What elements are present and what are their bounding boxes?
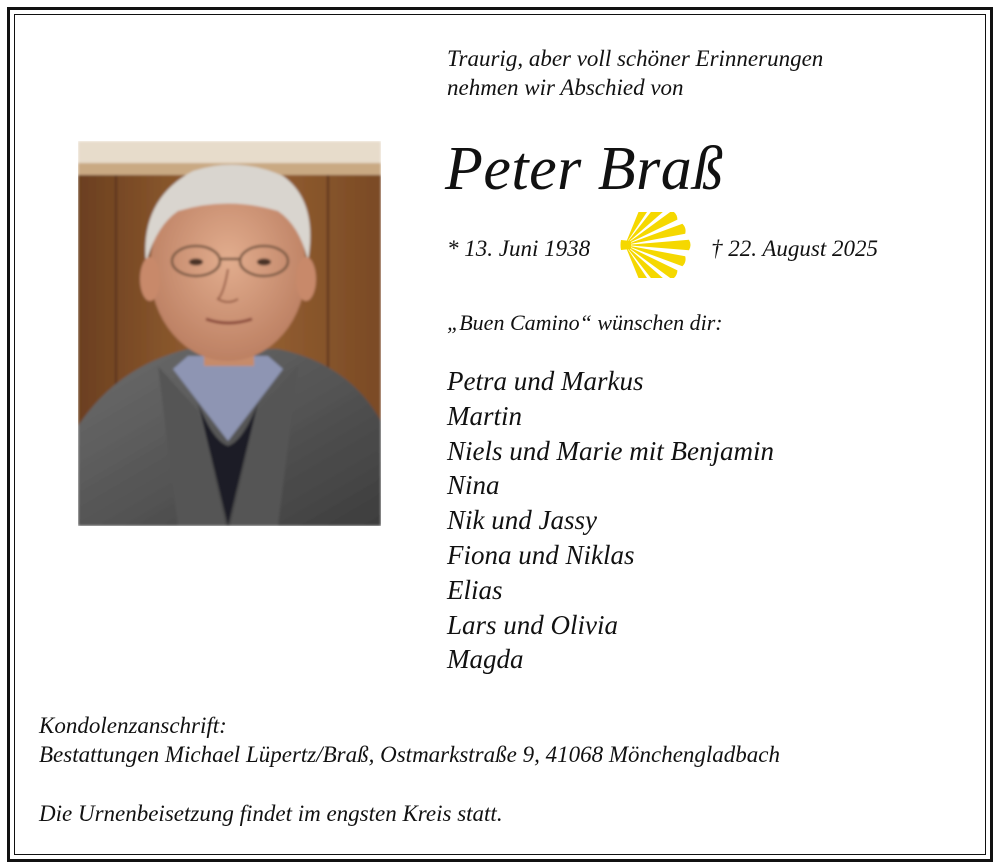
wish-text: „Buen Camino“ wünschen dir:: [447, 310, 723, 335]
mourner-name: Petra und Markus: [447, 366, 644, 396]
intro-text: [447, 44, 823, 102]
condolence-section: [39, 711, 780, 769]
mourner-name: Fiona und Niklas: [447, 539, 635, 570]
deceased-name: Peter Braß: [445, 135, 724, 203]
intro-line-2: nehmen wir Abschied von: [447, 75, 684, 100]
mourner-name: Magda: [447, 644, 524, 675]
mourner-name: Niels und Marie mit Benjamin: [447, 435, 774, 466]
mourner-name: Nik und Jassy: [447, 505, 597, 536]
condolence-address: Bestattungen Michael Lüpertz/Braß, Ostmarkstraße 9, 41068 Mönchengladbach: [39, 742, 781, 767]
mourner-name: Nina: [447, 470, 500, 501]
scallop-shell-icon: [619, 212, 691, 278]
mourner-list: [447, 364, 774, 677]
mourner-name: Martin: [447, 400, 523, 431]
death-date: † 22. August 2025: [711, 236, 878, 261]
condolence-label: Kondolenzanschrift:: [39, 713, 227, 738]
mourner-name: Elias: [447, 574, 503, 605]
shell-hinge: [621, 240, 632, 250]
intro-line-1: Traurig, aber voll schöner Erinnerungen: [447, 46, 824, 71]
portrait-photo: [78, 141, 381, 526]
mourner-name: Lars und Olivia: [447, 609, 619, 640]
burial-note: Die Urnenbeisetzung findet im engsten Kreis statt.: [39, 801, 503, 826]
birth-date: * 13. Juni 1938: [447, 236, 591, 261]
